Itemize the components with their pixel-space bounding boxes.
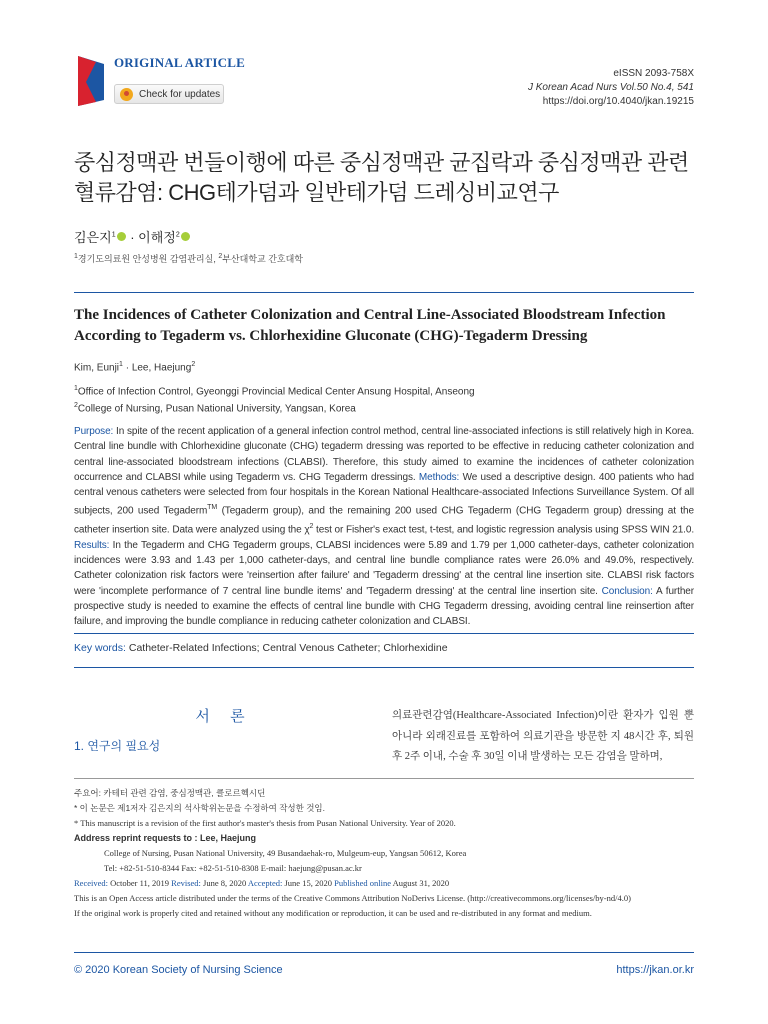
journal-info [528,67,694,109]
reprint-address: College of Nursing, Pusan National University, 49 Busandaehak-ro, Mulgeum-eup, Yangsan 50612, Korea [104,848,467,858]
korean-affil2: 부산대학교 간호대학 [222,254,303,264]
divider [74,667,694,668]
keywords-label: Key words: [74,642,126,654]
divider [74,292,694,293]
conclusion-label: Conclusion: [601,585,653,597]
english-affil1: Office of Infection Control, Gyeonggi Provincial Medical Center Ansung Hospital, Anseong [77,386,475,398]
english-affil2-sup: 2 [74,402,78,410]
check-for-updates-label: Check for updates [139,88,221,100]
received-label: Received: [74,878,108,888]
korean-author1: 김은지 [74,230,112,245]
chi-sup: 2 [309,523,314,531]
revised-date: June 8, 2020 [200,878,248,888]
conclusion-text: A further prospective study is needed to examine the effects of central line bundle with CHG Tegaderm dressing, avoiding central line reinsertion after failure, and improving the bundle compliance in reducing catheter colonization and CLABSI. [74,585,694,628]
methods-label: Methods: [418,471,460,483]
eissn: eISSN 2093-758X [613,68,694,79]
section-heading: 서 론 [195,708,253,725]
accepted-label: Accepted: [247,878,283,888]
footnotes [74,786,694,921]
check-for-updates-button[interactable] [114,84,224,104]
korean-author2-sup: 2 [175,231,180,239]
journal-logo [74,54,110,108]
results-text: In the Tegaderm and CHG Tegaderm groups, CLABSI incidences were 5.89 and 1.79 per 1,000 catheter-days, catheter colonization incidences were 3.93 and 1.43 per 1,000 catheter-days, and central line bundle compliance rates were 26.0% and 49.0%, respectively. Catheter colonization risk factors were 'reinsertion after failure' and 'Tegaderm dressing' at the central line insertion site. CLABSI risk factors were 'incomplete performance of 7 central line bundle items' and 'Tegaderm dressing' at the central line insertion site. [74,539,694,597]
korean-affiliations [74,252,303,265]
english-title-line1: The Incidences of Catheter Colonization and Central Line-Associated Bloodstream Infection [74,307,666,323]
english-author-sep: · [122,362,132,374]
orcid-icon[interactable] [117,232,126,241]
license-line1: This is an Open Access article distributed under the terms of the Creative Commons Attribution NoDerivs License. (http://creativecommons.org/licenses/by-nd/4.0) [74,893,631,903]
doi-link[interactable]: https://doi.org/10.4040/jkan.19215 [542,96,694,107]
english-author1-sup: 1 [119,361,123,368]
korean-affil2-sup: 2 [218,253,223,260]
korean-author1-sup: 1 [111,231,116,239]
english-author1: Kim, Eunji [74,362,120,374]
english-author2-sup: 2 [191,361,196,368]
korean-affil1: 경기도의료원 안성병원 감염관리실, [77,254,219,264]
english-affil2: College of Nursing, Pusan National University, Yangsan, Korea [77,403,356,415]
results-label: Results: [74,539,110,551]
methods-text-a: We used a descriptive design. 400 patients who had central venous catheters were selected from four hospitals in the Korean National Healthcare-associated Infections Surveillance System. Of all subjects, 200 used Tegaderm [74,471,694,517]
reprint-label: Address reprint requests to : Lee, Haejung [74,833,257,843]
english-affiliations [74,382,475,417]
korean-authors [74,227,191,246]
korean-author2: 이해정 [138,230,176,245]
abstract [74,424,694,630]
body-paragraph: 의료관련감염(Healthcare-Associated Infection)이란 환자가 입원 뿐 아니라 외래진료를 포함하여 의료기관을 방문한 지 48시간 후, 퇴원 후 2주 이내, 수술 후 30일 이내 발생하는 모든 감염을 말하며, [392,710,694,762]
received-date: October 11, 2019 [107,878,172,888]
article-type-label: ORIGINAL ARTICLE [114,55,245,70]
english-authors [74,361,195,373]
journal-citation: J Korean Acad Nurs Vol.50 No.4, 541 [527,82,694,93]
orcid-icon[interactable] [181,232,190,241]
keywords [74,642,448,654]
purpose-text: In spite of the recent application of a general infection control method, central line-associated infections is still relatively high in Korea. Central line bundle with Chlorhexidine gluconate (CHG) tegaderm dressing was reported to be effective in reducing catheter colonization and central line-associated bloodstream infections (CLABSI). Therefore, this study aimed to examine the incidences of catheter colonization occurrence and CLABSI while using Tegaderm vs. CHG Tegaderm dressings. [74,426,694,483]
footer-url-link[interactable]: https://jkan.or.kr [616,964,694,976]
korean-title-line1: 중심정맥관 번들이행에 따른 중심정맥관 균집락과 중심정맥관 관련 [74,150,689,175]
license-line2: If the original work is properly cited and retained without any modification or reproduction, it can be used and re-distributed in any format and medium. [74,908,592,918]
english-author2: Lee, Haejung [131,362,192,374]
revised-label: Revised: [171,878,201,888]
footnote-2: * This manuscript is a revision of the first author's master's thesis from Pusan National University. Year of 2020. [74,818,456,828]
korean-author-sep: · [126,230,139,245]
methods-text-c: test or Fisher's exact test, t-test, and logistic regression analysis using SPSS WIN 21.0. [313,524,694,536]
korean-title [74,148,689,208]
methods-text-b: (Tegaderm group), and the remaining 200 used CHG Tegaderm (CHG Tegaderm group) dressing at the catheter insertion site. Data were analyzed using the χ [74,505,694,536]
footnote-1: * 이 논문은 제1저자 김은지의 석사학위논문을 수정하여 작성한 것임. [74,803,325,813]
subsection-heading: 1. 연구의 필요성 [74,739,161,753]
accepted-date: June 15, 2020 [282,878,335,888]
korean-title-line2: 혈류감염: CHG테가덤과 일반테가덤 드레싱비교연구 [74,180,559,205]
footer-copyright: © 2020 Korean Society of Nursing Science [74,964,283,976]
article-dates [74,876,694,891]
tm-sup: TM [207,504,218,512]
english-affil1-sup: 1 [74,385,78,392]
korean-affil1-sup: 1 [74,253,78,260]
crossmark-icon [120,88,133,101]
keywords-text: Catheter-Related Infections; Central Venous Catheter; Chlorhexidine [125,642,448,654]
english-title-line2: According to Tegaderm vs. Chlorhexidine Gluconate (CHG)-Tegaderm Dressing [74,328,588,344]
reprint-contact: Tel: +82-51-510-8344 Fax: +82-51-510-8308 E-mail: haejung@pusan.ac.kr [104,863,362,873]
english-title [74,305,694,347]
purpose-label: Purpose: [74,426,114,437]
footer-divider [74,952,694,953]
published-label: Published online [334,878,391,888]
korean-keywords: 주요어: 카테터 관련 감염, 중심정맥관, 클로르헥시딘 [74,788,266,798]
footnote-divider [74,778,694,779]
divider [74,633,694,634]
published-date: August 31, 2020 [391,878,450,888]
